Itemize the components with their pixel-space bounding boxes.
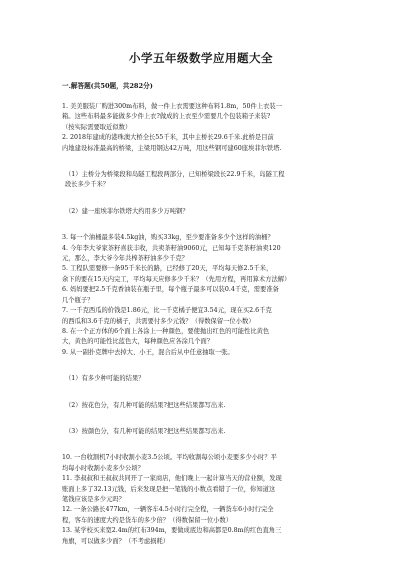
- problem-list: [62, 102, 340, 547]
- problem-13-line: 13. 某学校买来宽2.4m的红布394m，要做成底边和高都是0.8m的红色直角三: [62, 527, 282, 535]
- problem-2-line: 内地建设标准最高的桥梁，主梁用钢达42万吨，用这些钢可建60座埃菲尔铁塔.: [62, 144, 282, 152]
- problem-4-line: 4. 今年李大爷家茶籽喜获丰收，共卖茶籽油9060元，已知每千克茶籽油卖120: [62, 244, 281, 252]
- problem-11-line: 笔钱应该是多少元吗？: [62, 495, 125, 503]
- problem-9-sub-3-line: （3）按颜色分，有几种可能的结果?把这些结果都写出来.: [65, 427, 226, 435]
- problem-2-sub-1-line: （1）主桥分为桥梁段和岛隧工程段两部分，已知桥梁段长22.9千米，岛隧工程: [65, 171, 285, 179]
- problem-1-line: 箱。这些布料最多能做多少件上衣?做成的上衣至少需要几个包装箱子来装?: [62, 113, 271, 121]
- problem-2-sub-2-line: （2）建一座埃菲尔铁塔大约用多少万吨钢？: [65, 207, 189, 215]
- section-heading: 一.解答题(共50题，共282分): [62, 82, 153, 90]
- problem-9-sub-2-line: （2）按花色分，有几种可能的结果?把这些结果都写出来.: [65, 401, 226, 409]
- problem-6-line: 6. 妈妈要把2.5千克香油装在瓶子里，每个瓶子最多可以装0.4千克，需要准备: [62, 286, 279, 294]
- page-title: 小学五年级数学应用题大全: [129, 51, 273, 65]
- problem-2-line: 2. 2018年建成的港珠澳大桥全长55千米，其中主桥长29.6千米.此桥是目前: [62, 134, 274, 142]
- problem-5-line: 5. 工程队需要修一条95千米长的路，已经修了20天，平均每天修2.5千米，: [62, 265, 273, 273]
- problem-13-line: 角旗，可以做多少面？（不考虑损耗）: [62, 537, 170, 545]
- problem-11-line: 账面上多了32.13元钱，后来发现是把一笔钱的小数点看错了一位，你知道这: [62, 485, 276, 493]
- problem-4-line: 元，那么，李大爷今年共榨茶籽油多少千克？: [62, 255, 188, 263]
- problem-2-sub-1-line: 段长多少千米？: [65, 181, 110, 189]
- problem-3-line: 3. 每一个油桶最多装4.5kg油，购买33kg，至少要准备多少个这样的油桶？: [62, 234, 274, 242]
- problem-7-line: 的西瓜和3.6千克的橘子，共需要付多少元钱？（得数保留一位小数）: [62, 317, 255, 325]
- problem-6-line: 几个瓶子？: [62, 296, 94, 304]
- problem-1-line: 1. 美美服装厂购进300m布料，做一件上衣需要这种布料1.8m，50件上衣装一: [62, 103, 283, 110]
- problem-12-line: 程，客车的速度大约是货车的多少倍？（得数保留一位小数）: [62, 516, 233, 524]
- problem-10-line: 均每小时收割小麦多少公顷？: [62, 464, 144, 472]
- problem-11-line: 11. 李叔叔和王叔叔共同开了一家商店，他们晚上一起计算当天的营业额，发现: [62, 475, 282, 483]
- problem-5-line: 余下的要在15天内完工，平均每天应修多少千米？（先用方程，再用算术方法解）: [62, 275, 291, 283]
- problem-9-sub-1-line: （1）有多少种可能的结果？: [65, 375, 145, 383]
- problem-10-line: 10. 一台收割机7小时收割小麦3.5公顷。平均收割每公顷小麦要多少小时？平: [62, 454, 277, 462]
- problem-9-line: 9. 从一副扑克牌中去掉大、小王，混合后从中任意抽取一张。: [62, 348, 234, 356]
- problem-12-line: 12. 一条公路长477km，一辆客车4.5小时行完全程，一辆货车6小时行完全: [62, 506, 274, 514]
- problem-8-line: 大，黄色的可能性比蓝色大，每种颜色应各涂几个面？: [62, 338, 214, 346]
- problem-1-line: （按实际需要取近似数）: [62, 123, 132, 131]
- problem-7-line: 7. 一千克西瓜的价钱是1.86元，比一千克橘子便宜3.54元，现在买2.6千克: [62, 307, 272, 315]
- problem-8-line: 8. 在一个正方体的6个面上各涂上一种颜色，要使抛出红色的可能性比黄色: [62, 327, 270, 335]
